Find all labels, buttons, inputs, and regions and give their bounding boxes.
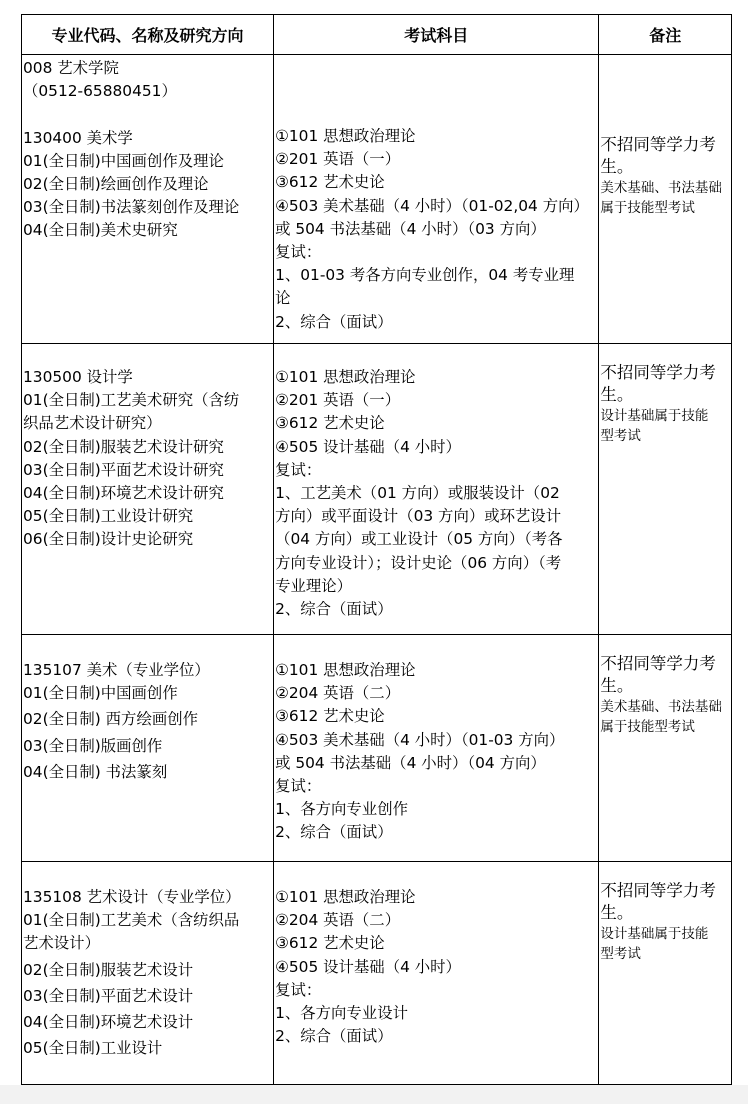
exam-line: 复试：	[275, 243, 322, 262]
major-line: 05(全日制)工业设计研究	[23, 507, 194, 526]
exam-line: 1、各方向专业创作	[275, 800, 408, 819]
table-row	[22, 344, 732, 635]
major-line: 04(全日制)美术史研究	[23, 221, 178, 240]
exam-line: ②204 英语（二）	[275, 911, 401, 930]
exam-line: ②201 英语（一）	[275, 150, 401, 169]
notes-cell	[599, 635, 732, 862]
note-line: 美术基础、书法基础	[600, 699, 722, 715]
major-line: 04(全日制)环境艺术设计	[23, 1013, 194, 1032]
exams-cell	[274, 862, 599, 1085]
major-line: 04(全日制)环境艺术设计研究	[23, 484, 224, 503]
exam-line: ①101 思想政治理论	[275, 368, 416, 386]
exam-line: 论	[275, 289, 291, 308]
major-line: （0512-65880451）	[23, 82, 177, 101]
note-line: 属于技能型考试	[600, 719, 695, 735]
note-line: 生。	[600, 676, 634, 695]
major-cell	[22, 344, 274, 635]
exam-line: 复试：	[275, 460, 322, 479]
major-cell	[22, 635, 274, 862]
table-row	[22, 635, 732, 862]
exam-line: 2、综合（面试）	[275, 600, 393, 619]
major-line: 04(全日制) 书法篆刻	[23, 762, 168, 781]
exam-line: ②204 英语（二）	[275, 684, 401, 703]
page-bottom-strip	[0, 1085, 748, 1104]
table-row	[22, 862, 732, 1085]
exam-line: ③612 艺术史论	[275, 173, 385, 192]
exam-line: ④503 美术基础（4 小时）（01-02,04 方向）	[275, 196, 589, 215]
exam-line: 或 504 书法基础（4 小时）（04 方向）	[275, 753, 546, 772]
major-line: 02(全日制)服装艺术设计研究	[23, 437, 224, 456]
major-line: 艺术设计）	[23, 934, 100, 953]
exam-line: 2、综合（面试）	[275, 312, 393, 331]
exam-line: ①101 思想政治理论	[275, 888, 416, 906]
major-line: 02(全日制) 西方绘画创作	[23, 710, 199, 729]
major-line: 03(全日制)版画创作	[23, 736, 163, 755]
exam-line: ④505 设计基础（4 小时）	[275, 957, 461, 976]
note-line: 属于技能型考试	[600, 200, 695, 216]
major-line: 135107 美术（专业学位）	[23, 661, 210, 679]
major-line: 03(全日制)书法篆刻创作及理论	[23, 198, 240, 217]
note-line: 型考试	[600, 946, 641, 962]
exams-cell	[274, 344, 599, 635]
major-line: 01(全日制)中国画创作及理论	[23, 151, 224, 170]
major-line: 130500 设计学	[23, 368, 133, 386]
admissions-table	[21, 14, 732, 1085]
exam-line: 2、综合（面试）	[275, 823, 393, 842]
exam-line: ③612 艺术史论	[275, 414, 385, 433]
exam-line: ③612 艺术史论	[275, 707, 385, 726]
major-line: 135108 艺术设计（专业学位）	[23, 888, 241, 906]
note-line: 不招同等学力考	[600, 135, 716, 154]
note-line: 不招同等学力考	[600, 654, 716, 673]
major-cell	[22, 862, 274, 1085]
major-line: 130400 美术学	[23, 128, 133, 147]
spacer	[23, 103, 272, 126]
exam-line: 2、综合（面试）	[275, 1027, 393, 1046]
major-line: 01(全日制)工艺美术研究（含纺	[23, 391, 240, 410]
major-line: 008 艺术学院	[23, 59, 119, 77]
exam-line: 1、01-03 考各方向专业创作，04 考专业理	[275, 266, 575, 285]
major-line: 05(全日制)工业设计	[23, 1039, 163, 1058]
notes-cell	[599, 55, 732, 344]
header-exams: 考试科目	[274, 15, 599, 55]
exam-line: ④503 美术基础（4 小时）（01-03 方向）	[275, 730, 565, 749]
major-line: 03(全日制)平面艺术设计研究	[23, 460, 224, 479]
exam-line: 或 504 书法基础（4 小时）（03 方向）	[275, 219, 546, 238]
notes-cell	[599, 862, 732, 1085]
exam-line: 方向专业设计）；设计史论（06 方向）（考	[275, 553, 562, 572]
note-line: 设计基础属于技能	[600, 408, 709, 424]
note-line: 生。	[600, 385, 634, 404]
table-row	[22, 55, 732, 344]
major-line: 02(全日制)绘画创作及理论	[23, 175, 209, 193]
note-line: 生。	[600, 157, 634, 176]
exam-line: 1、工艺美术（01 方向）或服装设计（02	[275, 484, 560, 503]
major-line: 01(全日制)中国画创作	[23, 684, 178, 703]
exam-line: ②201 英语（一）	[275, 391, 401, 410]
exam-line: ④505 设计基础（4 小时）	[275, 437, 461, 456]
note-line: 型考试	[600, 428, 641, 444]
header-major: 专业代码、名称及研究方向	[22, 15, 274, 55]
exam-line: （04 方向）或工业设计（05 方向）（考各	[275, 530, 563, 549]
exam-line: ③612 艺术史论	[275, 934, 385, 953]
notes-cell	[599, 344, 732, 635]
header-notes: 备注	[599, 15, 732, 55]
note-line: 设计基础属于技能	[600, 926, 709, 942]
major-line: 02(全日制)服装艺术设计	[23, 960, 194, 979]
exam-line: 方向）或平面设计（03 方向）或环艺设计	[275, 507, 562, 526]
major-line: 03(全日制)平面艺术设计	[23, 986, 194, 1005]
major-line: 织品艺术设计研究）	[23, 414, 162, 433]
exam-line: 复试：	[275, 777, 322, 796]
header-row	[22, 15, 732, 55]
exam-line: 专业理论）	[275, 576, 353, 595]
major-cell	[22, 55, 274, 344]
note-line: 美术基础、书法基础	[600, 180, 722, 196]
major-line: 06(全日制)设计史论研究	[23, 530, 194, 549]
exam-line: ①101 思想政治理论	[275, 127, 416, 145]
exam-line: ①101 思想政治理论	[275, 661, 416, 679]
exams-cell	[274, 55, 599, 344]
note-line: 不招同等学力考	[600, 363, 716, 382]
exams-cell	[274, 635, 599, 862]
exam-line: 复试：	[275, 980, 322, 999]
exam-line: 1、各方向专业设计	[275, 1004, 408, 1023]
note-line: 生。	[600, 903, 634, 922]
note-line: 不招同等学力考	[600, 881, 716, 900]
major-line: 01(全日制)工艺美术（含纺织品	[23, 911, 240, 930]
